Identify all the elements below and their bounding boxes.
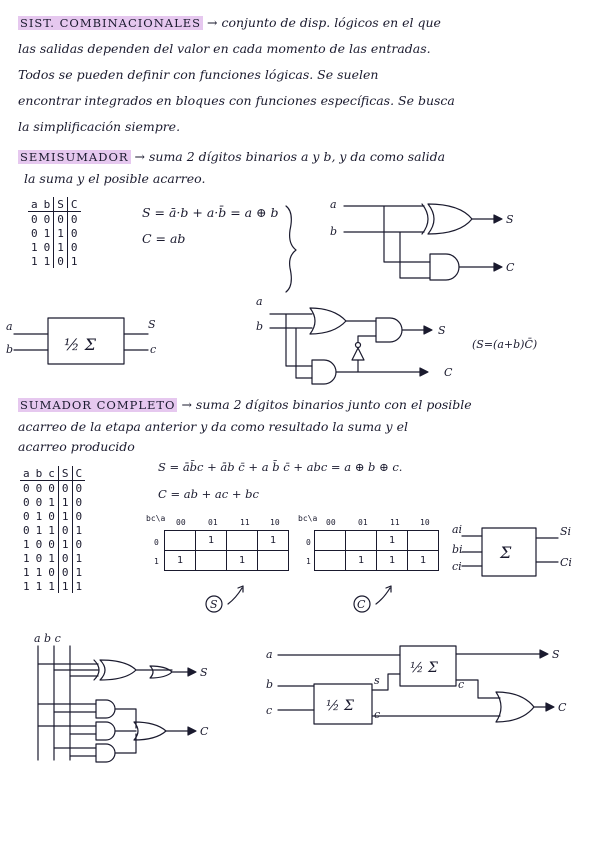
and-gate xyxy=(430,254,459,280)
full-adder-cascade xyxy=(266,646,567,724)
gate-output-c: C xyxy=(200,725,209,738)
block-output-si: Si xyxy=(560,525,572,538)
block-symbol: ½ Σ xyxy=(64,335,96,354)
cell: 1 xyxy=(23,565,30,579)
full-adder-gate-circuit xyxy=(34,632,209,762)
kmap-cell: 1 xyxy=(408,551,439,571)
kmap-c-tag: C xyxy=(357,598,366,611)
cell: 0 xyxy=(43,240,51,254)
kmap-c-col-header: 10 xyxy=(420,518,430,527)
cascade-ha1: ½ Σ xyxy=(326,698,354,714)
cascade-s1: s xyxy=(374,674,380,687)
cell: 1 xyxy=(58,579,72,593)
column-header: c xyxy=(45,466,58,481)
cascade-output-s: S xyxy=(552,648,560,661)
section-title-combinational: SIST. COMBINACIONALES xyxy=(20,16,202,30)
kmap-s-col-header: 11 xyxy=(240,518,250,527)
cell: 0 xyxy=(67,212,80,227)
cell: 1 xyxy=(31,240,38,254)
kmap-cell: 1 xyxy=(196,531,227,551)
or-gate xyxy=(310,308,346,334)
column-header: C xyxy=(67,197,80,212)
kmap-cell: 1 xyxy=(377,531,408,551)
cell: 0 xyxy=(72,509,85,523)
full-adder-desc-1: → suma 2 dígitos binarios junto con el posible xyxy=(181,397,472,412)
cascade-input-c: c xyxy=(266,704,273,717)
cell: 1 xyxy=(72,565,85,579)
kmap-s-tag: S xyxy=(210,598,218,611)
input-label-b: b xyxy=(330,225,338,238)
full-adder-eq-s: S = āb̄c + āb c̄ + a b̄ c̄ + abc = a ⊕ b ⊕ c. xyxy=(158,460,403,474)
kmap-cell: 1 xyxy=(258,531,289,551)
block-output-s: S xyxy=(148,318,156,331)
cell: 1 xyxy=(31,254,38,268)
cell: 0 xyxy=(67,226,80,240)
cascade-c1: c xyxy=(374,708,381,721)
cell: 0 xyxy=(72,495,85,509)
cell: 1 xyxy=(35,523,43,537)
alt-equation: (S=(a+b)C̄) xyxy=(472,338,538,351)
column-header: C xyxy=(72,466,85,481)
xor-gate xyxy=(94,660,136,680)
cell: 1 xyxy=(35,565,43,579)
and-gate xyxy=(96,700,115,718)
cell: 0 xyxy=(23,523,30,537)
cell: 1 xyxy=(48,551,55,565)
arrow-icon xyxy=(546,703,554,711)
cell: 0 xyxy=(31,226,38,240)
cell: 0 xyxy=(58,551,72,565)
cell: 1 xyxy=(43,226,51,240)
cell: 0 xyxy=(54,254,68,268)
half-adder-eq-s: S = ā·b + a·b̄ = a ⊕ b xyxy=(142,205,279,220)
cell: 1 xyxy=(54,240,68,254)
output-label-s: S xyxy=(506,213,514,226)
brace xyxy=(286,206,296,292)
cell: 0 xyxy=(67,240,80,254)
half-adder-desc-2: la suma y el posible acarreo. xyxy=(24,171,206,186)
block-input-ci: ci xyxy=(452,560,462,573)
arrow-icon xyxy=(188,668,196,676)
block-input-b: b xyxy=(6,343,14,356)
cascade-output-c: C xyxy=(558,701,567,714)
kmap-s-col-header: 01 xyxy=(208,518,218,527)
kmap-c-row-label: 0 xyxy=(306,538,311,547)
and-gate xyxy=(312,360,336,384)
block-input-bi: bi xyxy=(452,543,463,556)
kmap-cell: 1 xyxy=(227,551,258,571)
cell: 0 xyxy=(35,537,43,551)
or-gate xyxy=(134,722,166,740)
cell: 1 xyxy=(35,509,43,523)
cell: 1 xyxy=(54,226,68,240)
intro-text-1: → conjunto de disp. lógicos en el que xyxy=(207,15,441,30)
and-gate xyxy=(376,318,402,342)
full-adder-eq-c: C = ab + ac + bc xyxy=(158,487,259,501)
kmap-c-corner: bc\a xyxy=(298,514,318,523)
intro-line-2: las salidas dependen del valor en cada momento de las entradas. xyxy=(18,41,431,56)
and-gate xyxy=(96,744,115,762)
kmap-c-row-label: 1 xyxy=(306,557,311,566)
cell: 0 xyxy=(48,481,55,495)
half-adder-block xyxy=(6,318,156,364)
gate-inputs: a b c xyxy=(34,632,61,645)
cell: 1 xyxy=(48,579,55,593)
cell: 1 xyxy=(48,495,55,509)
cell: 1 xyxy=(43,254,51,268)
kmap-s-row-label: 1 xyxy=(154,557,159,566)
curved-arrow-icon xyxy=(228,586,243,604)
kmap-c-col-header: 00 xyxy=(326,518,336,527)
cell: 0 xyxy=(23,495,30,509)
cell: 0 xyxy=(54,212,68,227)
kmap-s-row-label: 0 xyxy=(154,538,159,547)
arrow-icon xyxy=(540,650,548,658)
cascade-ha2: ½ Σ xyxy=(410,660,438,676)
alt-input-b: b xyxy=(256,320,264,333)
cell: 1 xyxy=(58,537,72,551)
block-output-ci: Ci xyxy=(560,556,572,569)
cascade-c2: c xyxy=(458,678,465,691)
column-header: a xyxy=(20,466,33,481)
cell: 0 xyxy=(23,509,30,523)
input-label-a: a xyxy=(330,198,337,211)
column-header: S xyxy=(58,466,72,481)
kmap-cell: 1 xyxy=(346,551,377,571)
half-adder-gate-circuit xyxy=(330,198,515,280)
cell: 0 xyxy=(72,481,85,496)
cascade-input-a: a xyxy=(266,648,273,661)
column-header: S xyxy=(54,197,68,212)
half-adder-desc-1: → suma 2 dígitos binarios a y b, y da como salida xyxy=(134,149,446,164)
cell: 1 xyxy=(72,551,85,565)
intro-line-3: Todos se pueden definir con funciones lógicas. Se suelen xyxy=(18,67,379,82)
cell: 0 xyxy=(58,565,72,579)
or-gate xyxy=(150,666,172,678)
cell: 1 xyxy=(23,551,30,565)
alt-output-s: S xyxy=(438,324,446,337)
section-title-half-adder: SEMISUMADOR xyxy=(20,150,129,164)
kmap-s-col-header: 10 xyxy=(270,518,280,527)
cell: 0 xyxy=(58,523,72,537)
xor-gate xyxy=(422,204,472,234)
cell: 0 xyxy=(48,565,55,579)
or-gate xyxy=(496,692,534,722)
arrow-icon xyxy=(420,326,432,376)
cell: 0 xyxy=(58,481,72,496)
cascade-input-b: b xyxy=(266,678,274,691)
cell: 0 xyxy=(72,537,85,551)
kmap-s-corner: bc\a xyxy=(146,514,166,523)
kmap-tags xyxy=(206,586,391,612)
kmap-cell: 1 xyxy=(165,551,196,571)
cell: 0 xyxy=(35,551,43,565)
kmap-cell: 1 xyxy=(377,551,408,571)
cell: 1 xyxy=(58,495,72,509)
cell: 1 xyxy=(67,254,80,268)
curved-arrow-icon xyxy=(376,586,391,604)
arrow-icon xyxy=(188,727,196,735)
cell: 0 xyxy=(35,481,43,495)
half-adder-alt-circuit xyxy=(256,295,537,384)
cell: 1 xyxy=(72,523,85,537)
column-header: b xyxy=(41,197,54,212)
cell: 0 xyxy=(48,537,55,551)
full-adder-block xyxy=(452,523,572,576)
cell: 1 xyxy=(23,537,30,551)
cell: 1 xyxy=(35,579,43,593)
alt-input-a: a xyxy=(256,295,263,308)
full-adder-desc-3: acarreo producido xyxy=(18,439,135,454)
cell: 1 xyxy=(48,523,55,537)
cell: 1 xyxy=(72,579,85,593)
kmap-c-col-header: 01 xyxy=(358,518,368,527)
block-output-c: c xyxy=(150,343,157,356)
full-adder-desc-2: acarreo de la etapa anterior y da como resultado la suma y el xyxy=(18,419,408,434)
cell: 0 xyxy=(35,495,43,509)
alt-output-c: C xyxy=(444,366,453,379)
half-adder-eq-c: C = ab xyxy=(142,231,186,246)
column-header: a xyxy=(28,197,41,212)
not-gate xyxy=(352,348,364,360)
output-label-c: C xyxy=(506,261,515,274)
intro-line-4: encontrar integrados en bloques con funciones específicas. Se busca xyxy=(18,93,455,108)
block-symbol: Σ xyxy=(500,543,512,562)
intro-line-5: la simplificación siempre. xyxy=(18,119,181,134)
section-title-full-adder: SUMADOR COMPLETO xyxy=(20,398,176,412)
kmap-c-col-header: 11 xyxy=(390,518,400,527)
cell: 0 xyxy=(23,481,30,495)
cell: 1 xyxy=(58,509,72,523)
cell: 0 xyxy=(31,212,38,226)
kmap-s-col-header: 00 xyxy=(176,518,186,527)
cell: 0 xyxy=(48,509,55,523)
arrow-icon xyxy=(494,215,502,271)
block-input-ai: ai xyxy=(452,523,463,536)
cell: 0 xyxy=(43,212,51,226)
and-gate xyxy=(96,722,115,740)
cell: 1 xyxy=(23,579,30,593)
column-header: b xyxy=(33,466,46,481)
gate-output-s: S xyxy=(200,666,208,679)
block-input-a: a xyxy=(6,320,13,333)
